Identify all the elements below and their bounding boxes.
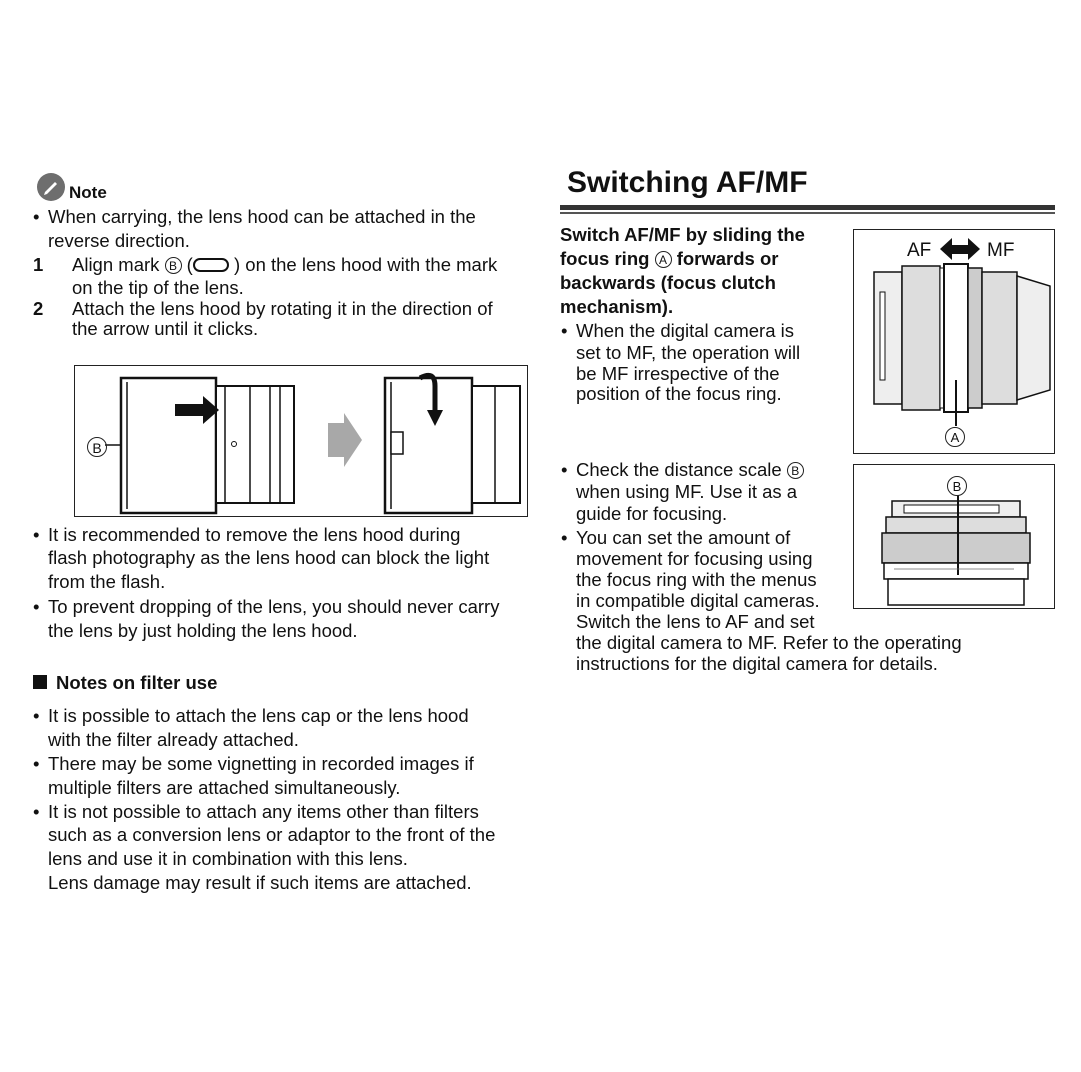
title-rule-thin bbox=[560, 212, 1055, 214]
note-line-1: When carrying, the lens hood can be attached in the bbox=[48, 206, 476, 227]
amount-line-4: in compatible digital cameras. bbox=[576, 590, 820, 611]
amount-dot: • bbox=[561, 527, 568, 548]
step-1-pre: Align mark bbox=[72, 254, 160, 275]
figure-label-b-2: B bbox=[947, 476, 967, 496]
recommend-line-2: flash photography as the lens hood can block the light bbox=[48, 547, 490, 568]
title-rule bbox=[560, 205, 1055, 210]
filter-1-line-1: It is possible to attach the lens cap or the lens hood bbox=[48, 705, 469, 726]
note-bullet: • bbox=[33, 206, 40, 227]
filter-1-dot: • bbox=[33, 705, 40, 726]
step-2-number: 2 bbox=[33, 298, 44, 319]
filter-3-line-2: such as a conversion lens or adaptor to the front of the bbox=[48, 824, 496, 845]
filter-3-line-1: It is not possible to attach any items other than filters bbox=[48, 801, 479, 822]
distance-dot: • bbox=[561, 459, 568, 480]
distance-mark-b: B bbox=[787, 462, 804, 479]
step-1-line-2: on the tip of the lens. bbox=[72, 277, 244, 298]
lead-line-2-post: forwards or bbox=[676, 248, 779, 269]
figure-label-b: B bbox=[87, 437, 107, 457]
square-bullet-icon bbox=[33, 675, 47, 689]
drop-line-2: the lens by just holding the lens hood. bbox=[48, 620, 358, 641]
lead-line-2-pre: focus ring bbox=[560, 248, 650, 269]
filter-2-line-1: There may be some vignetting in recorded images if bbox=[48, 753, 474, 774]
distance-line-3: guide for focusing. bbox=[576, 503, 728, 524]
filter-3-dot: • bbox=[33, 801, 40, 822]
step-1-number: 1 bbox=[33, 254, 44, 275]
distance-scale-figure bbox=[853, 464, 1055, 609]
note-line-2: reverse direction. bbox=[48, 230, 190, 251]
mf-label: MF bbox=[987, 240, 1015, 261]
note-pencil-icon bbox=[37, 173, 65, 201]
mark-a-label: A bbox=[655, 251, 672, 268]
mf-line-3: be MF irrespective of the bbox=[576, 363, 780, 384]
mf-dot: • bbox=[561, 320, 568, 341]
mf-line-4: position of the focus ring. bbox=[576, 383, 782, 404]
filter-3-line-3: lens and use it in combination with this lens. bbox=[48, 848, 408, 869]
filter-2-dot: • bbox=[33, 753, 40, 774]
step-1-line-1 bbox=[72, 253, 497, 277]
recommend-dot: • bbox=[33, 524, 40, 545]
amount-line-5: Switch the lens to AF and set bbox=[576, 611, 815, 632]
recommend-line-1: It is recommended to remove the lens hood during bbox=[48, 524, 461, 545]
distance-line-2: when using MF. Use it as a bbox=[576, 481, 798, 502]
lens-hood-illustration bbox=[75, 366, 526, 515]
distance-line-1 bbox=[576, 458, 804, 482]
amount-line-2: movement for focusing using bbox=[576, 548, 813, 569]
step-1-post: ) on the lens hood with the mark bbox=[233, 254, 498, 275]
af-label: AF bbox=[907, 240, 932, 261]
section-title: Switching AF/MF bbox=[567, 166, 808, 199]
mf-line-1: When the digital camera is bbox=[576, 320, 794, 341]
figure-label-a: A bbox=[945, 427, 965, 447]
lead-line-1: Switch AF/MF by sliding the bbox=[560, 224, 805, 245]
distance-line-1-pre: Check the distance scale bbox=[576, 459, 782, 480]
lead-line-3: backwards (focus clutch bbox=[560, 272, 776, 293]
filter-3-line-4: Lens damage may result if such items are attached. bbox=[48, 872, 472, 893]
open-paren: ( bbox=[186, 254, 193, 275]
focus-ring-illustration bbox=[854, 230, 1054, 452]
mark-shape-icon bbox=[193, 258, 229, 272]
drop-line-1: To prevent dropping of the lens, you should never carry bbox=[48, 596, 500, 617]
mark-b-label: B bbox=[165, 257, 182, 274]
amount-line-6: the digital camera to MF. Refer to the operating bbox=[576, 632, 962, 653]
filter-1-line-2: with the filter already attached. bbox=[48, 729, 299, 750]
step-2-line-2: the arrow until it clicks. bbox=[72, 318, 259, 339]
lens-hood-figure bbox=[74, 365, 528, 517]
lead-line-4: mechanism). bbox=[560, 296, 674, 317]
amount-line-1: You can set the amount of bbox=[576, 527, 791, 548]
note-title: Note bbox=[69, 183, 107, 202]
amount-line-3: the focus ring with the menus bbox=[576, 569, 817, 590]
mf-line-2: set to MF, the operation will bbox=[576, 342, 801, 363]
amount-line-7: instructions for the digital camera for details. bbox=[576, 653, 938, 674]
focus-ring-figure bbox=[853, 229, 1055, 454]
lead-line-2 bbox=[560, 247, 778, 271]
filter-heading-text: Notes on filter use bbox=[56, 672, 218, 693]
step-2-line-1: Attach the lens hood by rotating it in the direction of bbox=[72, 298, 493, 319]
filter-2-line-2: multiple filters are attached simultaneously. bbox=[48, 777, 401, 798]
drop-dot: • bbox=[33, 596, 40, 617]
recommend-line-3: from the flash. bbox=[48, 571, 166, 592]
